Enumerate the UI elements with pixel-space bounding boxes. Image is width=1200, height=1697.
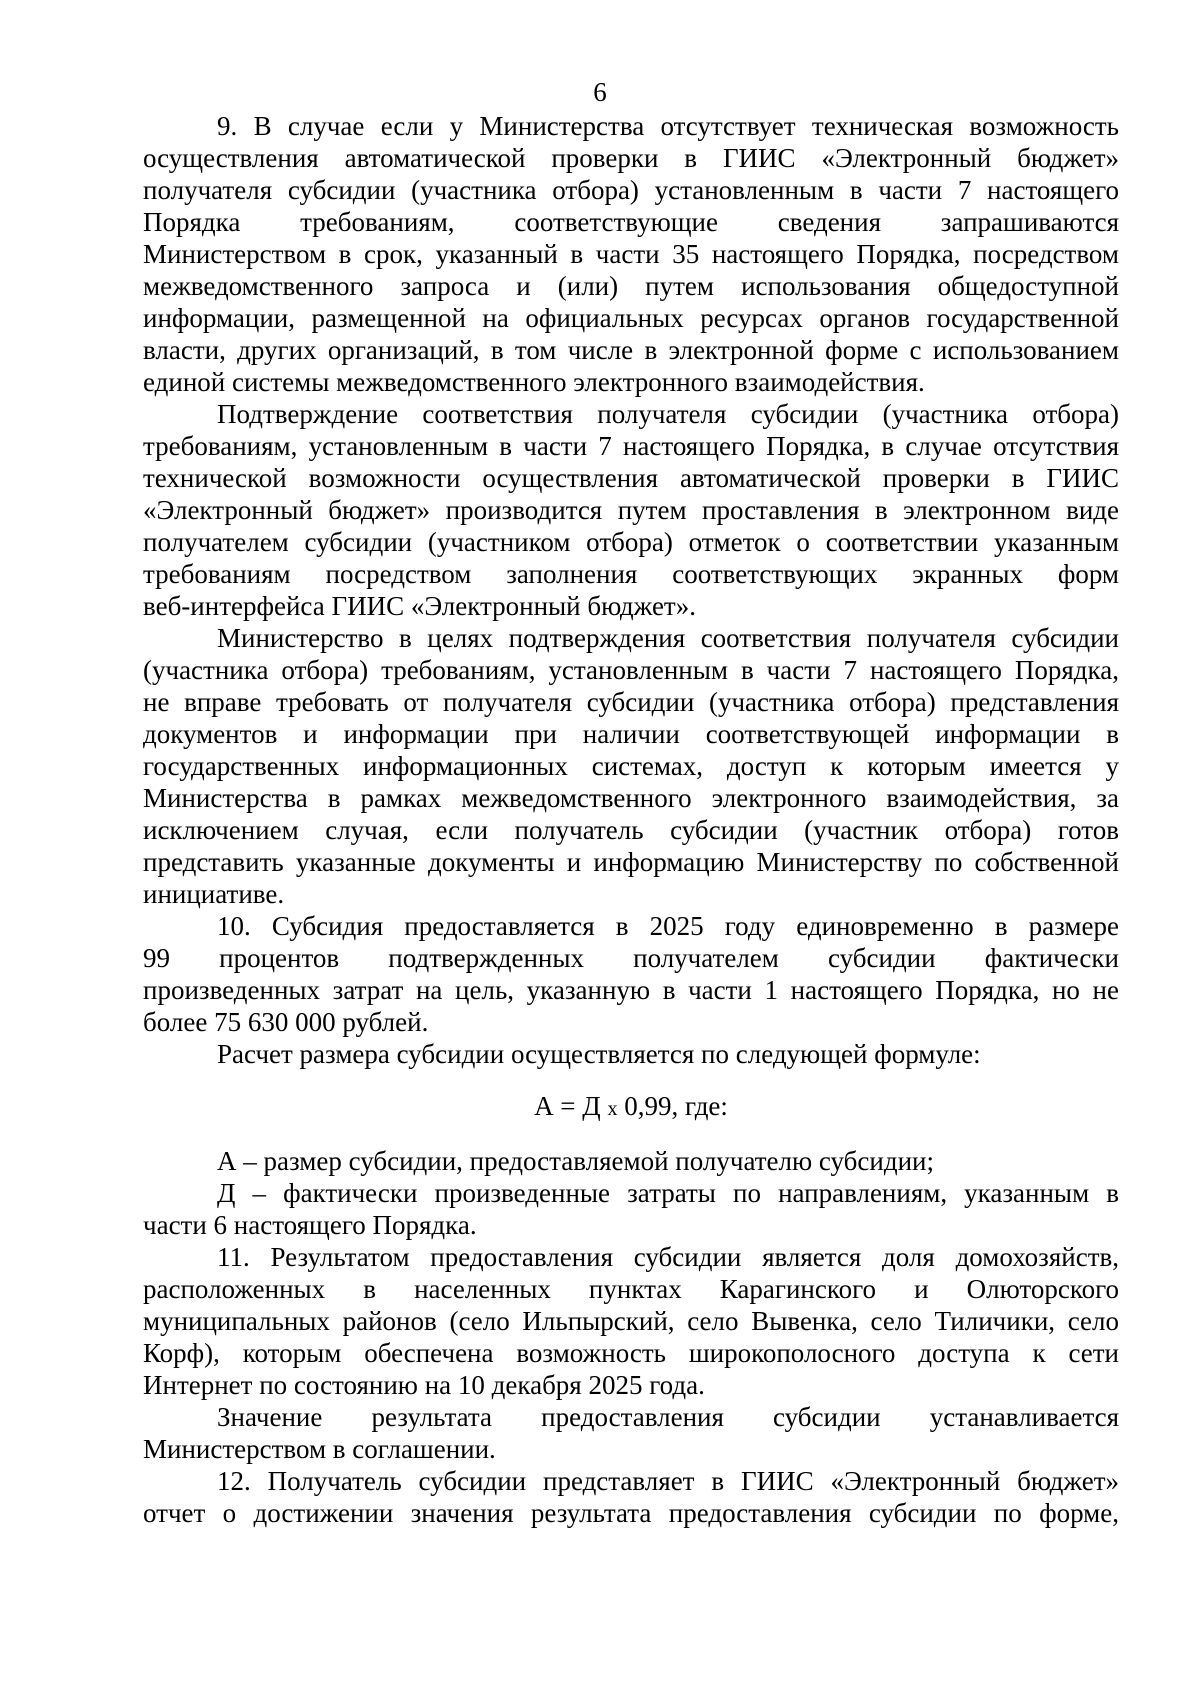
- paragraph-line: информации, размещенной на официальных ресурсах органов государственной: [143, 303, 1119, 333]
- paragraph-line: Интернет по состоянию на 10 декабря 2025 года.: [143, 1370, 705, 1400]
- paragraphs-after-formula: [143, 1145, 1119, 1529]
- paragraph-line: власти, других организаций, в том числе в электронной форме с использованием: [143, 335, 1119, 365]
- paragraph-line: Министерством в срок, указанный в части 35 настоящего Порядка, посредством: [143, 239, 1119, 269]
- paragraph-def-d: [143, 1177, 1119, 1241]
- paragraph-line: требованиям посредством заполнения соответствующих экранных форм: [143, 559, 1119, 589]
- paragraph-p10: [143, 910, 1119, 1038]
- paragraph-line: получателя субсидии (участника отбора) установленным в части 7 настоящего: [143, 175, 1119, 205]
- paragraph-line: «Электронный бюджет» производится путем проставления в электронном виде: [143, 495, 1119, 525]
- paragraph-line: 10. Субсидия предоставляется в 2025 году единовременно в размере: [217, 911, 1119, 941]
- paragraph-line: муниципальных районов (село Ильпырский, село Вывенка, село Тиличики, село: [143, 1306, 1119, 1336]
- paragraph-line: веб-интерфейса ГИИС «Электронный бюджет».: [143, 591, 696, 621]
- paragraph-p11: [143, 1241, 1119, 1401]
- document-body: [143, 110, 1119, 1529]
- paragraph-p9-confirm: [143, 398, 1119, 622]
- paragraph-p9: [143, 110, 1119, 398]
- paragraph-line: единой системы межведомственного электронного взаимодействия.: [143, 367, 925, 397]
- paragraph-p12: [143, 1465, 1119, 1529]
- paragraph-line: Расчет размера субсидии осуществляется по следующей формуле:: [217, 1039, 981, 1069]
- paragraph-line: Д – фактически произведенные затраты по направлениям, указанным в: [217, 1178, 1119, 1208]
- paragraph-line: не вправе требовать от получателя субсидии (участника отбора) представления: [143, 687, 1119, 717]
- paragraph-line: Министерство в целях подтверждения соответствия получателя субсидии: [217, 623, 1119, 653]
- paragraphs-before-formula: [143, 110, 1119, 1070]
- paragraph-line: Корф), которым обеспечена возможность широкополосного доступа к сети: [143, 1338, 1119, 1368]
- paragraph-line: А – размер субсидии, предоставляемой получателю субсидии;: [217, 1146, 934, 1176]
- formula-multiply-sign: x: [607, 1098, 618, 1120]
- paragraph-line: Порядка требованиям, соответствующие сведения запрашиваются: [143, 207, 1119, 237]
- page-number: 6: [593, 77, 607, 107]
- paragraph-line: (участника отбора) требованиям, установленным в части 7 настоящего Порядка,: [143, 655, 1119, 685]
- paragraph-line: Министерством в соглашении.: [143, 1434, 496, 1464]
- paragraph-line: инициативе.: [143, 879, 285, 909]
- paragraph-line: расположенных в населенных пунктах Карагинского и Олюторского: [143, 1274, 1119, 1304]
- paragraph-line: Значение результата предоставления субсидии устанавливается: [217, 1402, 1119, 1432]
- paragraph-line: 9. В случае если у Министерства отсутствует техническая возможность: [217, 111, 1119, 141]
- paragraph-line: документов и информации при наличии соответствующей информации в: [143, 719, 1119, 749]
- paragraph-def-a: [143, 1145, 1119, 1177]
- paragraph-line: 11. Результатом предоставления субсидии является доля домохозяйств,: [217, 1242, 1119, 1272]
- paragraph-line: Министерства в рамках межведомственного электронного взаимодействия, за: [143, 783, 1119, 813]
- paragraph-p9-ministry: [143, 622, 1119, 910]
- paragraph-line: осуществления автоматической проверки в ГИИС «Электронный бюджет»: [143, 143, 1119, 173]
- formula-left: А = Д: [534, 1091, 601, 1121]
- formula-right: 0,99, где:: [624, 1091, 728, 1121]
- paragraph-line: 99 процентов подтвержденных получателем субсидии фактически: [143, 943, 1119, 973]
- paragraph-line: более 75 630 000 рублей.: [143, 1007, 429, 1037]
- paragraph-line: технической возможности осуществления автоматической проверки в ГИИС: [143, 463, 1119, 493]
- paragraph-line: исключением случая, если получатель субсидии (участник отбора) готов: [143, 815, 1119, 845]
- paragraph-p11-value: [143, 1401, 1119, 1465]
- paragraph-line: Подтверждение соответствия получателя субсидии (участника отбора): [217, 399, 1119, 429]
- paragraph-line: части 6 настоящего Порядка.: [143, 1210, 477, 1240]
- paragraph-line: государственных информационных системах, доступ к которым имеется у: [143, 751, 1119, 781]
- paragraph-line: 12. Получатель субсидии представляет в ГИИС «Электронный бюджет»: [217, 1466, 1119, 1496]
- paragraph-line: представить указанные документы и информацию Министерству по собственной: [143, 847, 1119, 877]
- paragraph-line: получателем субсидии (участником отбора) отметок о соответствии указанным: [143, 527, 1119, 557]
- paragraph-line: произведенных затрат на цель, указанную в части 1 настоящего Порядка, но не: [143, 975, 1119, 1005]
- paragraph-p10-calc: [143, 1038, 1119, 1070]
- paragraph-line: отчет о достижении значения результата предоставления субсидии по форме,: [143, 1498, 1119, 1528]
- paragraph-line: требованиям, установленным в части 7 настоящего Порядка, в случае отсутствия: [143, 431, 1119, 461]
- subsidy-formula: [143, 1090, 1119, 1125]
- paragraph-line: межведомственного запроса и (или) путем использования общедоступной: [143, 271, 1119, 301]
